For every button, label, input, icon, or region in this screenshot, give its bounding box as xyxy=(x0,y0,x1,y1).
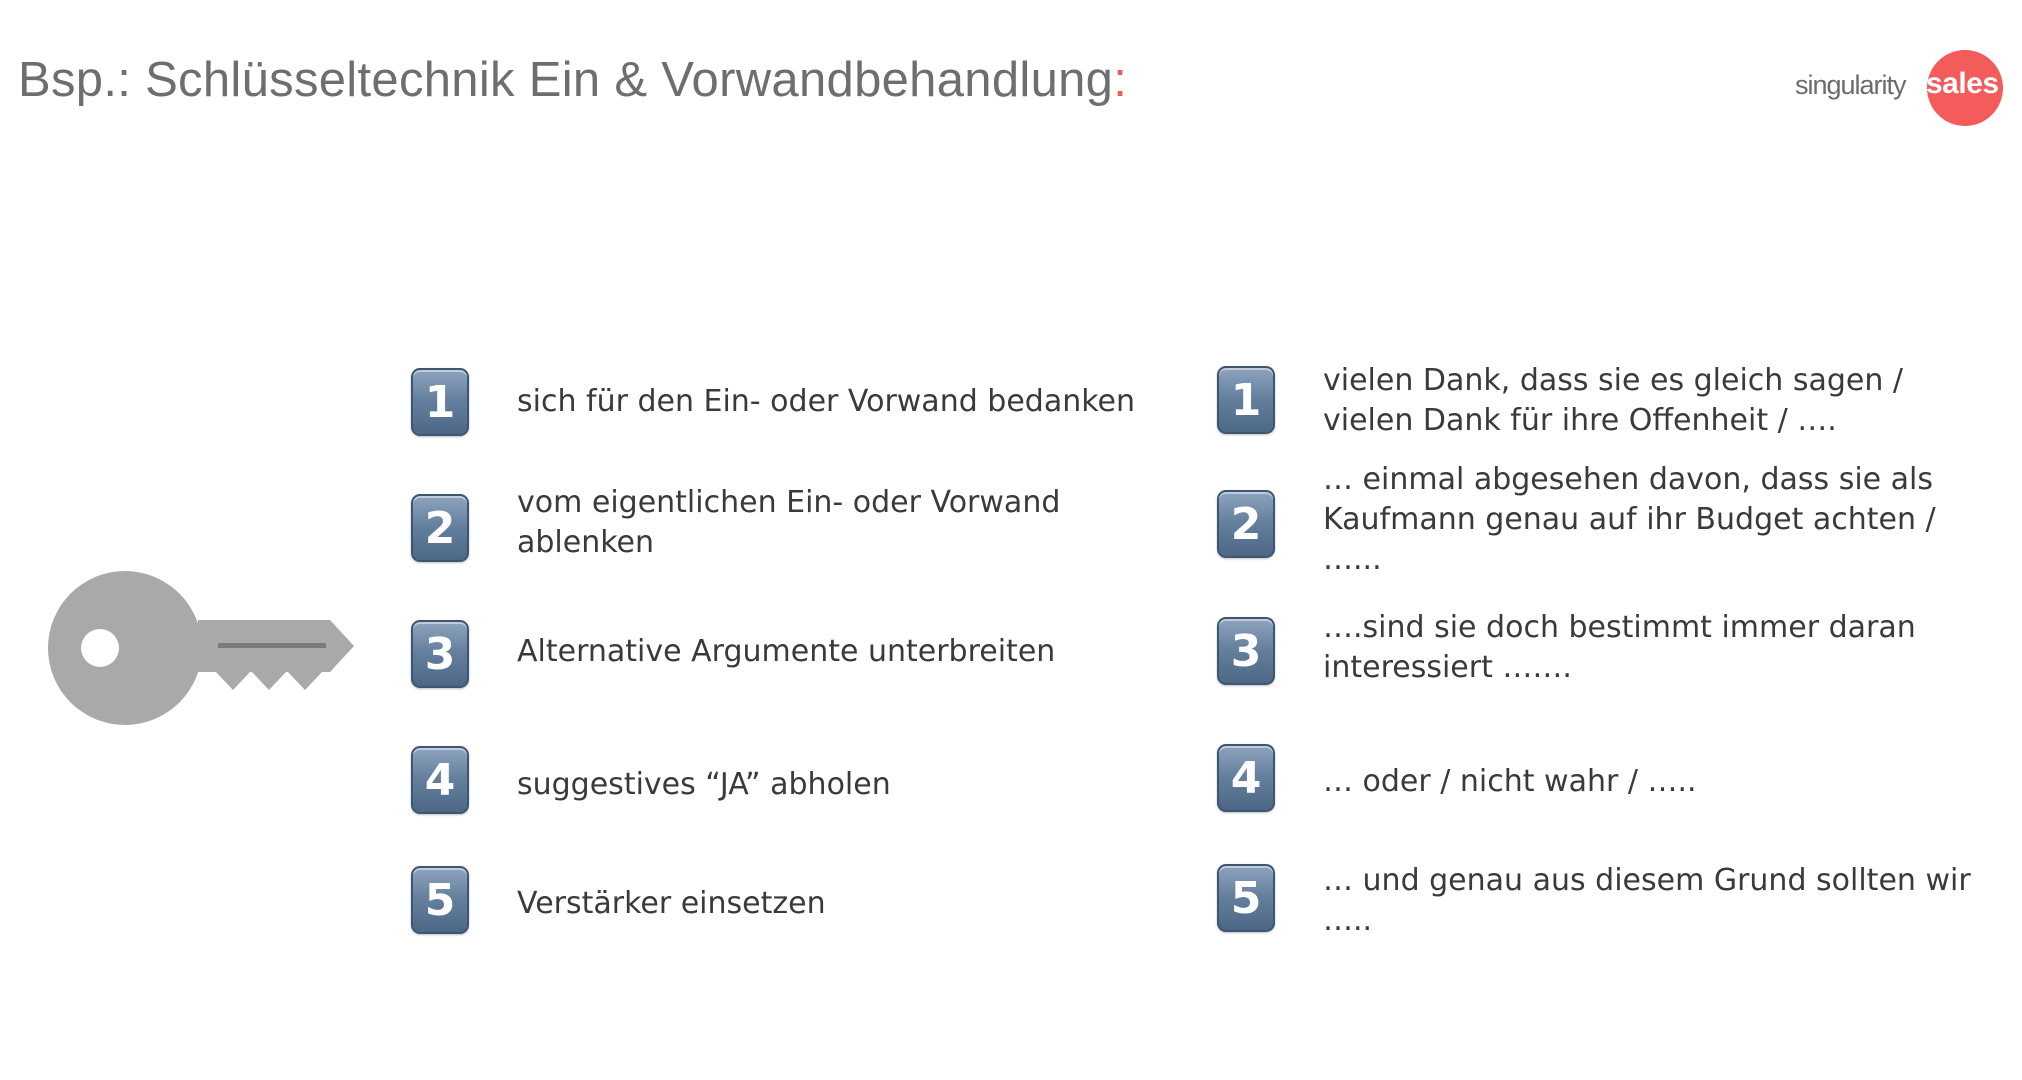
left-step-1-text: sich für den Ein- oder Vorwand bedanken xyxy=(517,384,1136,419)
right-step-2-text: … einmal abgesehen davon, dass sie als Kaufmann genau auf ihr Budget achten / …... xyxy=(1323,462,1936,577)
company-logo xyxy=(1795,48,2007,128)
left-step-4-text: suggestives “JA” abholen xyxy=(517,767,891,802)
left-step-3-text: Alternative Argumente unterbreiten xyxy=(517,634,1056,669)
left-step-2-text: vom eigentlichen Ein- oder Vorwand ablenken xyxy=(517,485,1061,560)
logo-text-sales: sales xyxy=(1926,67,1999,100)
left-step-5-text: Verstärker einsetzen xyxy=(517,886,826,921)
step-badge-2: 2 xyxy=(411,494,469,562)
right-step-4-text: … oder / nicht wahr / ….. xyxy=(1323,764,1697,799)
step-badge-5: 5 xyxy=(411,866,469,934)
page-title xyxy=(18,52,1127,108)
right-step-1-text: vielen Dank, dass sie es gleich sagen / vielen Dank für ihre Offenheit / …. xyxy=(1323,363,1904,438)
step-badge-2-right: 2 xyxy=(1217,490,1275,558)
step-badge-5-right: 5 xyxy=(1217,864,1275,932)
step-badge-1-right: 1 xyxy=(1217,366,1275,434)
step-badge-4-right: 4 xyxy=(1217,744,1275,812)
step-badge-1: 1 xyxy=(411,368,469,436)
page-title-colon: : xyxy=(1113,53,1128,107)
step-badge-3: 3 xyxy=(411,620,469,688)
step-badge-3-right: 3 xyxy=(1217,617,1275,685)
key-icon xyxy=(48,568,358,728)
page-title-text: Bsp.: Schlüsseltechnik Ein & Vorwandbehandlung xyxy=(18,53,1114,107)
step-badge-4: 4 xyxy=(411,746,469,814)
right-step-3-text: ….sind sie doch bestimmt immer daran interessiert ……. xyxy=(1323,610,1916,685)
logo-text-singularity: singularity xyxy=(1795,70,1906,100)
right-step-5-text: … und genau aus diesem Grund sollten wir ….. xyxy=(1323,863,1971,938)
